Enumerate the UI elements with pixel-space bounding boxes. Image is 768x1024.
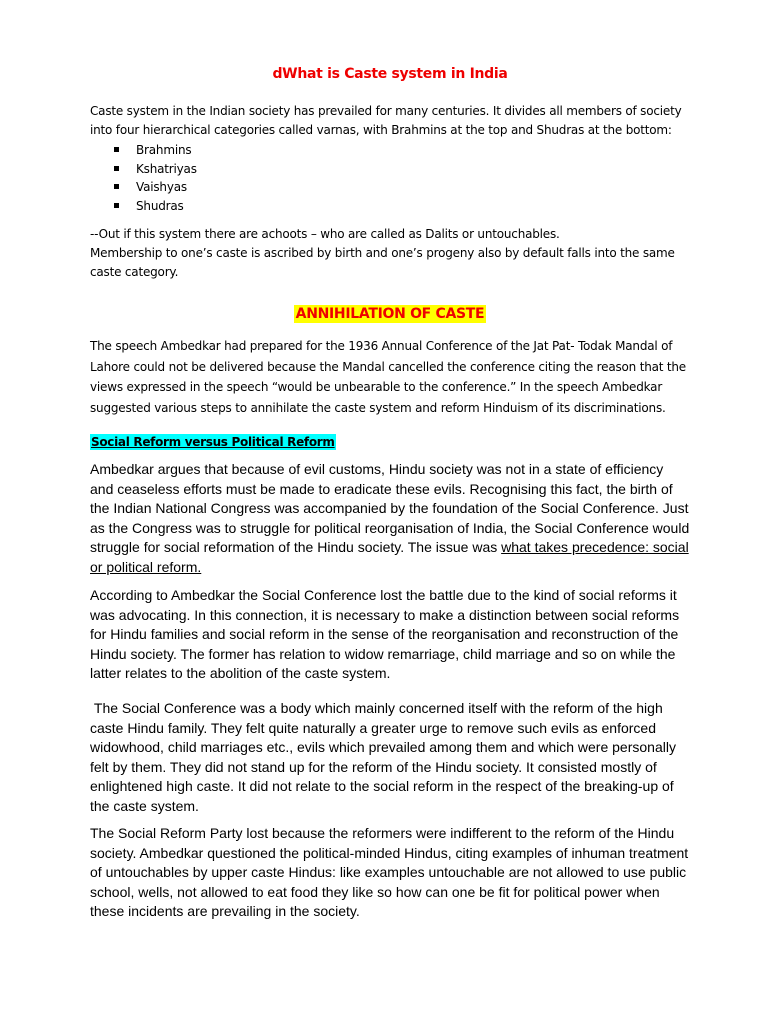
list-item-label: Shudras bbox=[136, 198, 184, 213]
section-heading-text: ANNIHILATION OF CASTE bbox=[295, 306, 485, 322]
list-item-label: Kshatriyas bbox=[136, 161, 197, 176]
intro-paragraph: Caste system in the Indian society has prevailed for many centuries. It divides all members of society into four hierarchical categories called varnas, with Brahmins at the top and Shudras at the bottom: bbox=[90, 104, 682, 137]
body-paragraph-2: According to Ambedkar the Social Conference lost the battle due to the kind of social reforms it was advocating. In this connection, it is necessary to make a distinction between social reforms for Hindu families and social reform in the sense of the reorganisation and reconstruction of the Hindu society. The former has relation to widow remarriage, child marriage and so on while the latter relates to the abolition of the caste system. bbox=[90, 587, 680, 681]
list-item bbox=[90, 160, 197, 179]
square-bullet-icon bbox=[114, 184, 119, 189]
list-item-label: Vaishyas bbox=[136, 180, 187, 194]
list-item bbox=[90, 141, 197, 160]
body-paragraph-3: The Social Conference was a body which mainly concerned itself with the reform of the high caste Hindu family. They felt quite naturally a greater urge to remove such evils as enforced widowhood, child marriages etc., evils which prevailed among them and which were personally felt by them. They did not stand up for the reform of the Hindu society. It consisted mostly of enlightened high caste. It did not relate to the social reform in the respect of the breaking-up of the caste system. bbox=[90, 700, 676, 814]
sub-heading bbox=[90, 429, 336, 451]
membership-note: Membership to one’s caste is ascribed by birth and one’s progeny also by default falls into the same caste category. bbox=[90, 246, 675, 279]
list-item-label: Brahmins bbox=[136, 143, 192, 157]
speech-paragraph: The speech Ambedkar had prepared for the 1936 Annual Conference of the Jat Pat- Todak Mandal of Lahore could not be delivered because the Mandal cancelled the conference citing the reason that the views expressed in the speech “would be unbearable to the conference.” In the speech Ambedkar suggested various steps to annihilate the caste system and reform Hinduism of its discriminations. bbox=[90, 339, 686, 415]
square-bullet-icon bbox=[114, 166, 119, 171]
outcast-note: --Out if this system there are achoots – who are called as Dalits or untouchables. bbox=[90, 227, 560, 241]
para1-underlined: what takes precedence: social or political reform. bbox=[90, 539, 689, 575]
body-paragraph-4: The Social Reform Party lost because the reformers were indifferent to the reform of the Hindu society. Ambedkar questioned the political-minded Hindus, citing examples of inhuman treatment of untouchables by upper caste Hindus: like examples untouchable are not allowed to use public school, wells, not allowed to eat food they like so how can one be fit for political power when these incidents are prevailing in the society. bbox=[90, 825, 689, 919]
para1-text: Ambedkar argues that because of evil customs, Hindu society was not in a state of efficiency and ceaseless efforts must be made to eradicate these evils. Recognising this fact, the birth of the Indian National Congress was accompanied by the foundation of the Social Conference. Just as the Congress was to struggle for political reorganisation of India, the Social Conference would struggle for social reformation of the Hindu society. The issue was bbox=[90, 461, 690, 555]
list-item bbox=[90, 197, 197, 216]
varnas-list bbox=[90, 141, 197, 215]
section-heading bbox=[90, 297, 690, 325]
list-item bbox=[90, 178, 197, 197]
square-bullet-icon bbox=[114, 147, 119, 152]
sub-heading-text: Social Reform versus Political Reform bbox=[91, 435, 335, 449]
square-bullet-icon bbox=[114, 203, 119, 208]
body-paragraph-1 bbox=[90, 460, 690, 577]
document-title: dWhat is Caste system in India bbox=[272, 66, 508, 82]
